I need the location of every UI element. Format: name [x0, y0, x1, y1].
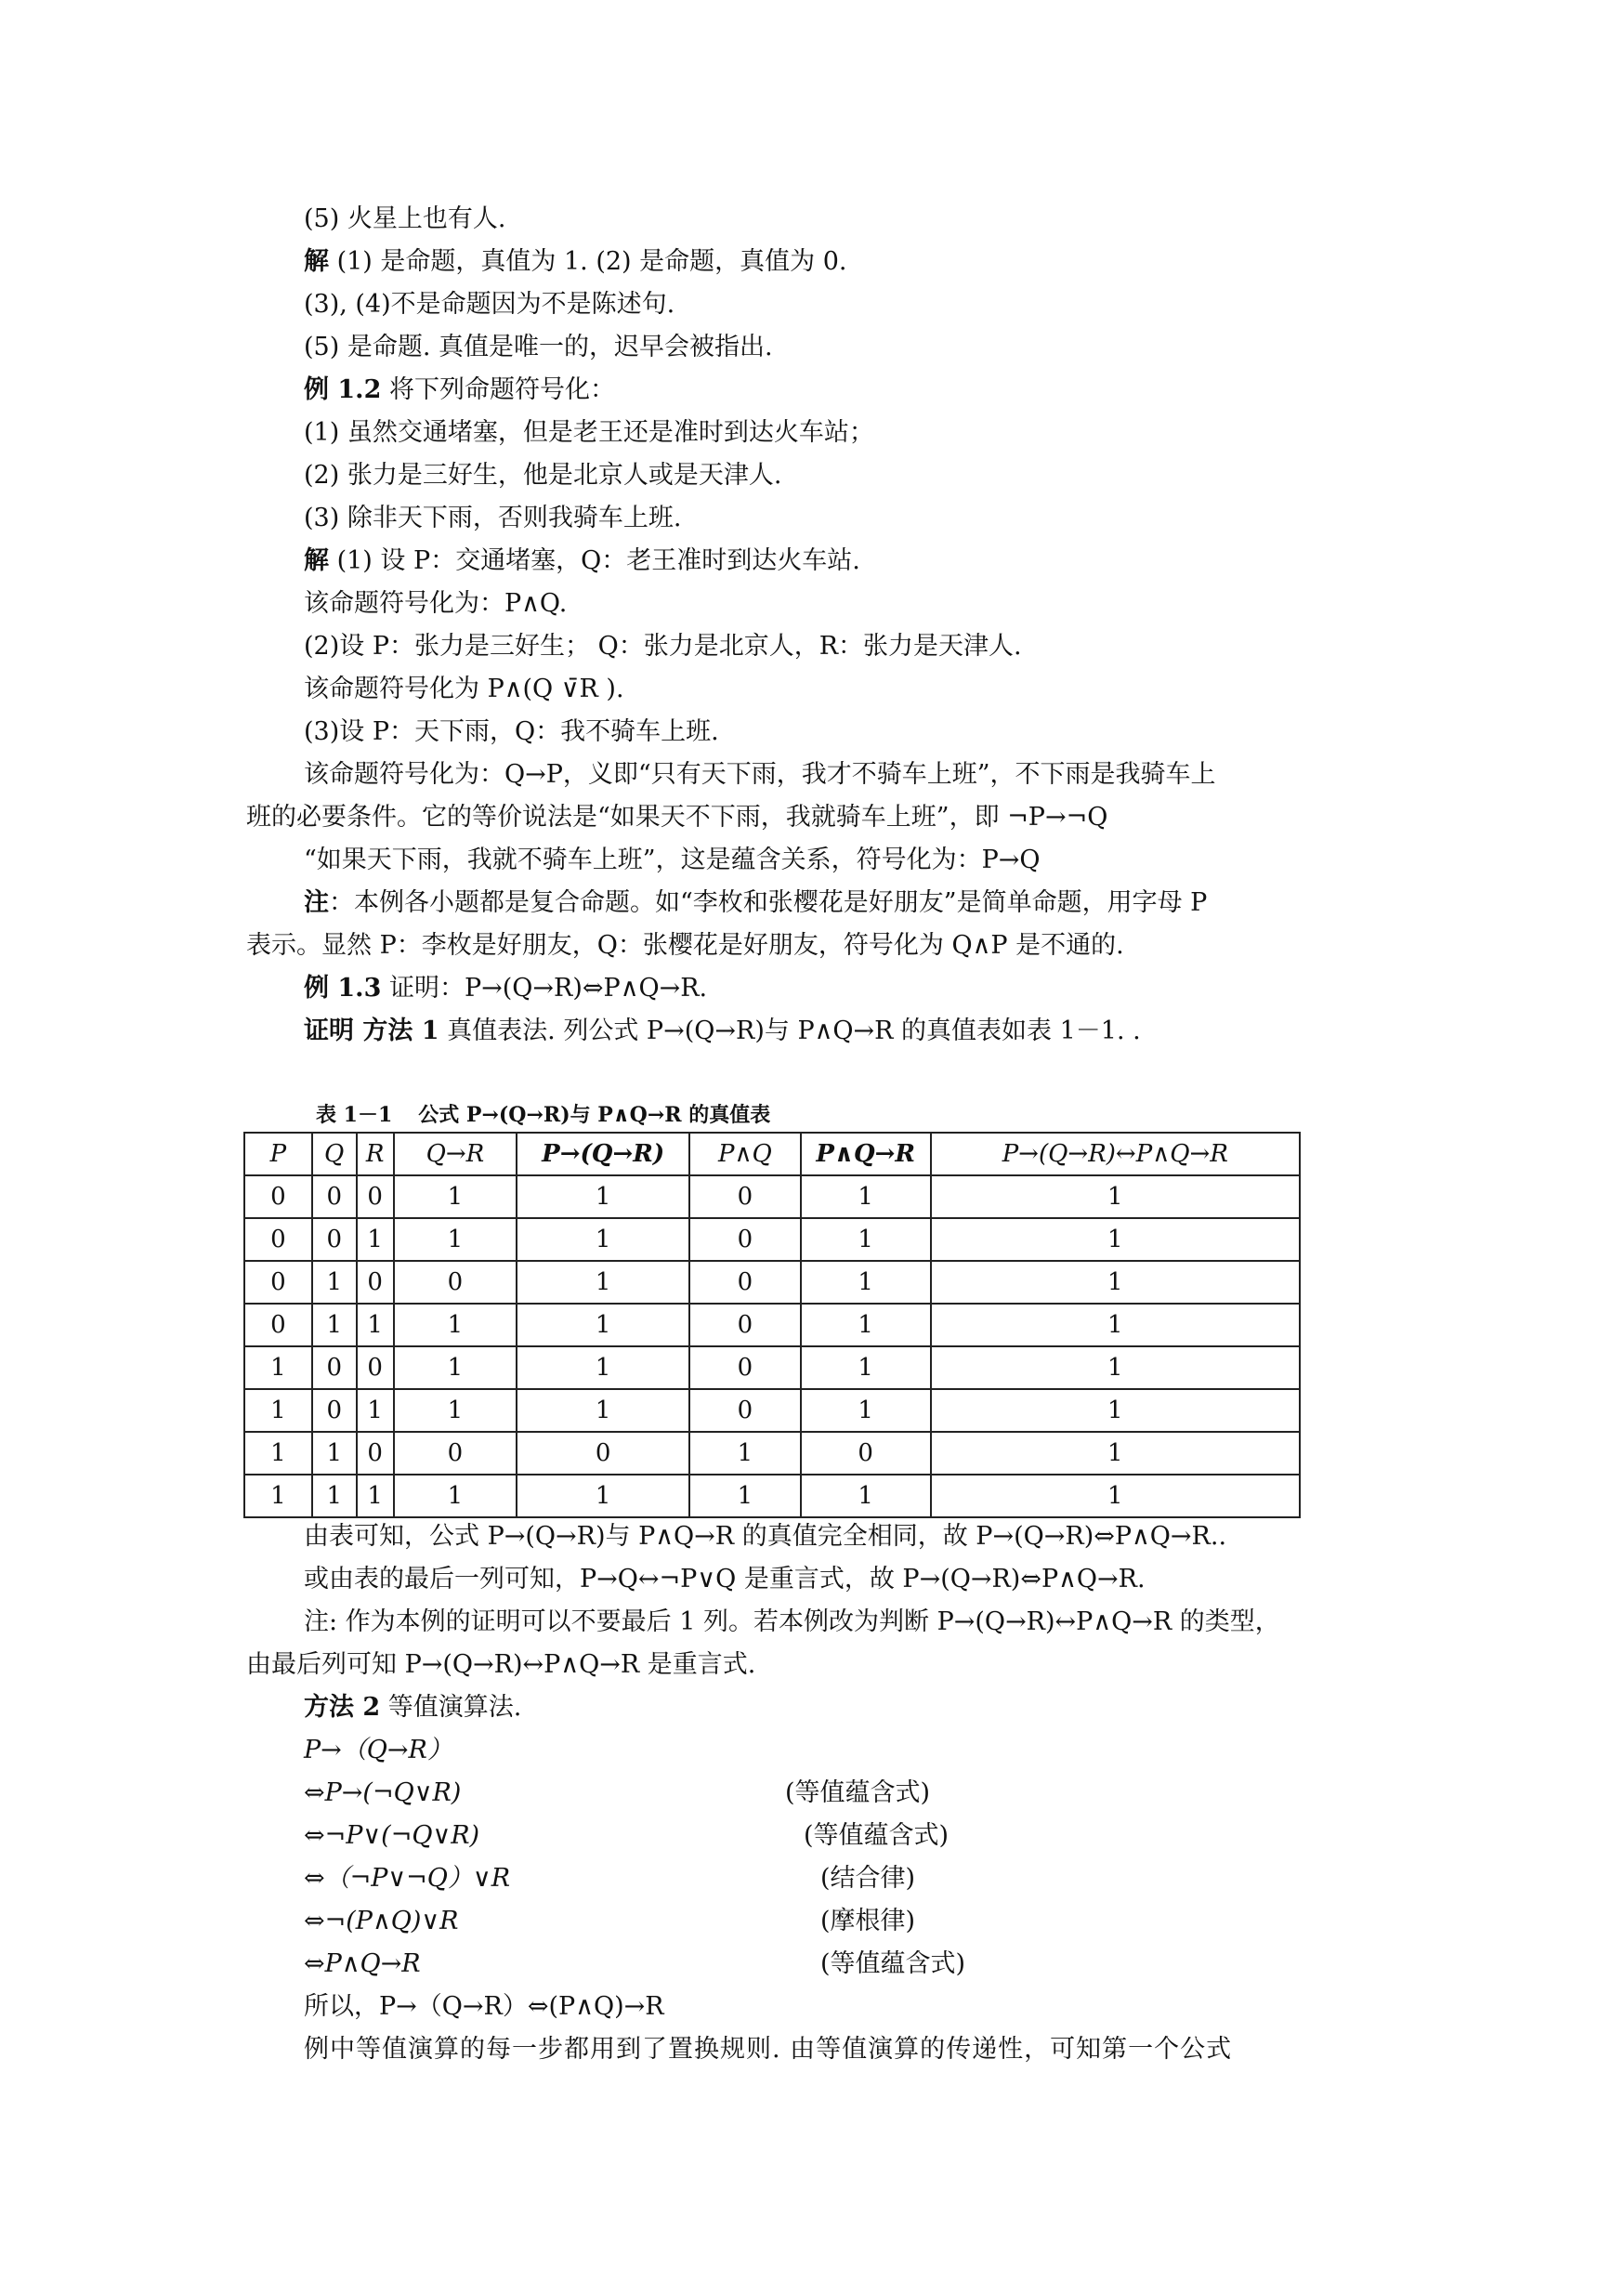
table-cell: 0 — [244, 1175, 312, 1218]
table-cell: 1 — [801, 1475, 931, 1517]
table-cell: 0 — [394, 1261, 517, 1304]
label-example: 例 1.2 — [304, 375, 382, 404]
text-line — [304, 1691, 521, 1725]
table-cell: 1 — [931, 1475, 1300, 1517]
table-row — [244, 1175, 1300, 1218]
table-cell: 0 — [689, 1389, 801, 1432]
derivation-step: ⇔P∧Q→R — [304, 1949, 421, 1978]
text-line: P→（Q→R） — [304, 1736, 452, 1764]
table-cell: 1 — [801, 1175, 931, 1218]
table-cell: 0 — [312, 1175, 357, 1218]
table-cell: 1 — [931, 1346, 1300, 1389]
table-cell: 0 — [357, 1346, 394, 1389]
text-line: 注: 作为本例的证明可以不要最后 1 列。若本例改为判断 P→(Q→R)↔P∧Q→R 的类型， — [304, 1607, 1280, 1636]
table-cell: 1 — [394, 1475, 517, 1517]
derivation-reason: (等值蕴含式) — [820, 1949, 966, 1978]
table-cell: 1 — [357, 1218, 394, 1261]
text-line: (2)设 P：张力是三好生； Q：张力是北京人，R：张力是天津人. — [304, 632, 1022, 661]
derivation-step: ⇔¬P∨(¬Q∨R) — [304, 1821, 480, 1850]
text-line: (5) 是命题. 真值是唯一的，迟早会被指出. — [304, 333, 773, 361]
text-line — [304, 886, 1207, 920]
table-body — [244, 1175, 1300, 1517]
table-cell: 1 — [801, 1218, 931, 1261]
table-cell: 1 — [517, 1389, 689, 1432]
text-line: 由表可知，公式 P→(Q→R)与 P∧Q→R 的真值完全相同，故 P→(Q→R)⇔P∧Q→R.. — [304, 1522, 1227, 1551]
table-cell: 0 — [244, 1218, 312, 1261]
label-proof: 证明 方法 1 — [304, 1016, 439, 1045]
header-cell: P — [244, 1133, 312, 1175]
table-cell: 0 — [689, 1304, 801, 1346]
table-cell: 1 — [312, 1261, 357, 1304]
text-line: 例中等值演算的每一步都用到了置换规则. 由等值演算的传递性，可知第一个公式 — [304, 2035, 1233, 2064]
table-cell: 1 — [312, 1475, 357, 1517]
table-cell: 1 — [517, 1175, 689, 1218]
header-cell: P∧Q — [689, 1133, 801, 1175]
header-cell: P→(Q→R) — [517, 1133, 689, 1175]
line-content: (1) 是命题，真值为 1. (2) 是命题，真值为 0. — [329, 247, 847, 276]
line-content: 证明：P→(Q→R)⇔P∧Q→R. — [381, 974, 708, 1003]
text-line — [304, 1015, 1141, 1048]
table-cell: 1 — [394, 1304, 517, 1346]
table-cell: 1 — [357, 1304, 394, 1346]
label-solution: 解 — [304, 546, 329, 575]
label-solution: 解 — [304, 247, 329, 276]
line-content: (1) 设 P：交通堵塞，Q：老王准时到达火车站. — [329, 546, 860, 575]
derivation-reason: (等值蕴含式) — [804, 1821, 950, 1850]
text-line: (1) 虽然交通堵塞，但是老王还是准时到达火车站； — [304, 418, 874, 447]
table-row — [244, 1346, 1300, 1389]
table-cell: 0 — [689, 1346, 801, 1389]
table-cell: 0 — [244, 1261, 312, 1304]
table-cell: 1 — [244, 1432, 312, 1475]
table-row — [244, 1389, 1300, 1432]
table-row — [244, 1261, 1300, 1304]
table-row — [244, 1218, 1300, 1261]
table-cell: 1 — [394, 1346, 517, 1389]
table-cell: 1 — [312, 1432, 357, 1475]
text-line: (2) 张力是三好生，他是北京人或是天津人. — [304, 461, 782, 490]
table-row — [244, 1432, 1300, 1475]
table-row — [244, 1304, 1300, 1346]
line-content: 真值表法. 列公式 P→(Q→R)与 P∧Q→R 的真值表如表 1－1. . — [439, 1016, 1141, 1045]
table-cell: 1 — [357, 1475, 394, 1517]
text-line: (3) 除非天下雨，否则我骑车上班. — [304, 504, 682, 532]
table-cell: 0 — [312, 1218, 357, 1261]
text-line: 该命题符号化为：P∧Q. — [304, 589, 568, 618]
label-note: 注 — [304, 888, 329, 917]
header-cell: R — [357, 1133, 394, 1175]
table-cell: 1 — [801, 1261, 931, 1304]
truth-table — [243, 1132, 1301, 1518]
table-cell: 1 — [931, 1432, 1300, 1475]
table-cell: 1 — [689, 1475, 801, 1517]
derivation-reason: (结合律) — [820, 1864, 916, 1893]
table-caption-label: 表 1－1 — [316, 1103, 393, 1127]
table-cell: 1 — [517, 1346, 689, 1389]
table-cell: 0 — [394, 1432, 517, 1475]
derivation-step: ⇔¬(P∧Q)∨R — [304, 1907, 459, 1935]
header-cell: Q — [312, 1133, 357, 1175]
text-line — [304, 245, 847, 279]
table-cell: 1 — [357, 1389, 394, 1432]
table-cell: 1 — [244, 1346, 312, 1389]
text-line: “如果天下雨，我就不骑车上班”，这是蕴含关系，符号化为：P→Q — [304, 846, 1041, 874]
line-content: 将下列命题符号化： — [381, 375, 615, 404]
text-line: (3), (4)不是命题因为不是陈述句. — [304, 290, 675, 319]
table-cell: 1 — [244, 1475, 312, 1517]
table-cell: 0 — [312, 1389, 357, 1432]
text-line: 该命题符号化为：Q→P，义即“只有天下雨，我才不骑车上班”，不下雨是我骑车上 — [304, 760, 1216, 789]
header-cell: P∧Q→R — [801, 1133, 931, 1175]
text-line — [304, 374, 615, 407]
line-content: ：本例各小题都是复合命题。如“李枚和张樱花是好朋友”是简单命题，用字母 P — [329, 888, 1208, 917]
header-cell: Q→R — [394, 1133, 517, 1175]
text-line: 表示。显然 P：李枚是好朋友，Q：张樱花是好朋友，符号化为 Q∧P 是不通的. — [246, 931, 1124, 960]
table-cell: 1 — [689, 1432, 801, 1475]
table-cell: 0 — [357, 1261, 394, 1304]
derivation-reason: (摩根律) — [820, 1907, 916, 1935]
table-cell: 1 — [517, 1261, 689, 1304]
table-cell: 1 — [931, 1261, 1300, 1304]
text-line: 由最后列可知 P→(Q→R)↔P∧Q→R 是重言式. — [246, 1650, 756, 1679]
table-cell: 0 — [357, 1175, 394, 1218]
text-line — [304, 972, 707, 1005]
label-example: 例 1.3 — [304, 974, 382, 1003]
table-cell: 1 — [931, 1304, 1300, 1346]
table-caption — [316, 1101, 770, 1130]
table-cell: 1 — [931, 1389, 1300, 1432]
label-method: 方法 2 — [304, 1693, 381, 1722]
text-line: 该命题符号化为 P∧(Q ∨̄R ). — [304, 675, 624, 703]
table-cell: 1 — [931, 1218, 1300, 1261]
line-content: 等值演算法. — [380, 1693, 522, 1722]
table-cell: 1 — [517, 1304, 689, 1346]
text-line: (5) 火星上也有人. — [304, 204, 506, 233]
table-cell: 0 — [357, 1432, 394, 1475]
table-cell: 1 — [244, 1389, 312, 1432]
text-line: 班的必要条件。它的等价说法是“如果天不下雨，我就骑车上班”，即 ¬P→¬Q — [246, 803, 1108, 832]
table-cell: 1 — [394, 1389, 517, 1432]
derivation-reason: (等值蕴含式) — [785, 1778, 931, 1807]
table-cell: 0 — [801, 1432, 931, 1475]
table-cell: 1 — [517, 1475, 689, 1517]
table-cell: 0 — [244, 1304, 312, 1346]
table-cell: 1 — [312, 1304, 357, 1346]
table-cell: 0 — [689, 1218, 801, 1261]
header-cell: P→(Q→R)↔P∧Q→R — [931, 1133, 1300, 1175]
table-row — [244, 1475, 1300, 1517]
table-caption-text: 公式 P→(Q→R)与 P∧Q→R 的真值表 — [418, 1103, 771, 1127]
table-header-row — [244, 1133, 1300, 1175]
table-cell: 1 — [394, 1175, 517, 1218]
table-cell: 0 — [312, 1346, 357, 1389]
table-cell: 1 — [801, 1304, 931, 1346]
table-cell: 1 — [394, 1218, 517, 1261]
text-line: 或由表的最后一列可知，P→Q↔¬P∨Q 是重言式，故 P→(Q→R)⇔P∧Q→R. — [304, 1565, 1146, 1593]
text-line: 所以，P→（Q→R）⇔(P∧Q)→R — [304, 1992, 664, 2021]
text-line: (3)设 P：天下雨，Q：我不骑车上班. — [304, 717, 719, 746]
text-line — [304, 544, 860, 578]
table-cell: 1 — [931, 1175, 1300, 1218]
table-cell: 1 — [801, 1389, 931, 1432]
derivation-step: ⇔（¬P∨¬Q）∨R — [304, 1864, 511, 1893]
table-cell: 0 — [517, 1432, 689, 1475]
table-cell: 0 — [689, 1261, 801, 1304]
table-cell: 1 — [517, 1218, 689, 1261]
table-cell: 1 — [801, 1346, 931, 1389]
derivation-step: ⇔P→(¬Q∨R) — [304, 1778, 462, 1807]
table-cell: 0 — [689, 1175, 801, 1218]
